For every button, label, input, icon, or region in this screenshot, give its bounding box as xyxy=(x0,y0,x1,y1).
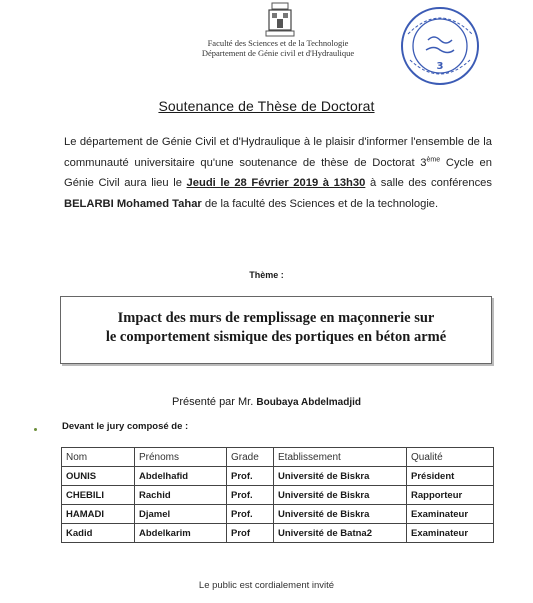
header-grade: Grade xyxy=(227,448,274,467)
cell-nom: CHEBILI xyxy=(62,486,135,505)
cell-grade: Prof xyxy=(227,524,274,543)
cell-qualite: Examinateur xyxy=(407,524,494,543)
cell-etablissement: Université de Biskra xyxy=(274,467,407,486)
cell-prenom: Abdelhafid xyxy=(135,467,227,486)
table-header-row xyxy=(62,448,494,467)
cell-nom: HAMADI xyxy=(62,505,135,524)
margin-mark xyxy=(34,428,37,431)
table-row xyxy=(62,524,494,543)
intro-text-4: de la faculté des Sciences et de la technologie. xyxy=(201,197,439,210)
cell-nom: Kadid xyxy=(62,524,135,543)
page-title: Soutenance de Thèse de Doctorat xyxy=(158,98,375,114)
document-header xyxy=(178,38,378,58)
table-row xyxy=(62,486,494,505)
announcement-paragraph xyxy=(64,132,492,214)
presented-prefix: Présenté par Mr. xyxy=(171,396,257,408)
theme-box xyxy=(60,296,492,364)
jury-label: Devant le jury composé de : xyxy=(62,421,189,432)
cell-prenom: Djamel xyxy=(135,505,227,524)
defense-date: Jeudi le 28 Février 2019 à 13h30 xyxy=(186,177,366,189)
official-stamp xyxy=(398,4,482,88)
thesis-title-line-2: le comportement sismique des portiques en béton armé xyxy=(105,329,447,345)
intro-text-2: Cycle en Génie Civil aura lieu le xyxy=(64,156,492,189)
table-row xyxy=(62,505,494,524)
faculty-name: Faculté des Sciences et de la Technologie xyxy=(207,38,349,48)
table-row xyxy=(62,467,494,486)
candidate-name: Boubaya Abdelmadjid xyxy=(256,397,362,408)
intro-superscript: ème xyxy=(426,155,441,163)
cell-etablissement: Université de Biskra xyxy=(274,505,407,524)
room-name: BELARBI Mohamed Tahar xyxy=(64,197,202,210)
department-name: Département de Génie civil et d'Hydraulique xyxy=(201,48,355,58)
intro-text-3: à salle des conférences xyxy=(365,177,492,189)
presented-by xyxy=(0,396,533,408)
cell-etablissement: Université de Batna2 xyxy=(274,524,407,543)
cell-prenom: Abdelkarim xyxy=(135,524,227,543)
svg-text:3: 3 xyxy=(436,61,444,72)
cell-nom: OUNIS xyxy=(62,467,135,486)
cell-grade: Prof. xyxy=(227,505,274,524)
intro-text-1: Le département de Génie Civil et d'Hydraulique à le plaisir d'informer l'ensemble de la communauté universitaire qu'une soutenance de thèse de Doctorat 3 xyxy=(64,136,492,169)
header-prenoms: Prénoms xyxy=(135,448,227,467)
cell-qualite: Président xyxy=(407,467,494,486)
cell-etablissement: Université de Biskra xyxy=(274,486,407,505)
closing-note: Le public est cordialement invité xyxy=(198,580,335,591)
cell-qualite: Rapporteur xyxy=(407,486,494,505)
header-nom: Nom xyxy=(62,448,135,467)
cell-grade: Prof. xyxy=(227,486,274,505)
theme-label: Thème : xyxy=(249,270,284,280)
jury-table xyxy=(61,447,494,543)
university-logo xyxy=(263,2,297,38)
cell-qualite: Examinateur xyxy=(407,505,494,524)
thesis-title-line-1: Impact des murs de remplissage en maçonnerie sur xyxy=(117,310,435,326)
header-qualite: Qualité xyxy=(407,448,494,467)
header-etablissement: Etablissement xyxy=(274,448,407,467)
thesis-title xyxy=(61,309,491,347)
cell-grade: Prof. xyxy=(227,467,274,486)
cell-prenom: Rachid xyxy=(135,486,227,505)
